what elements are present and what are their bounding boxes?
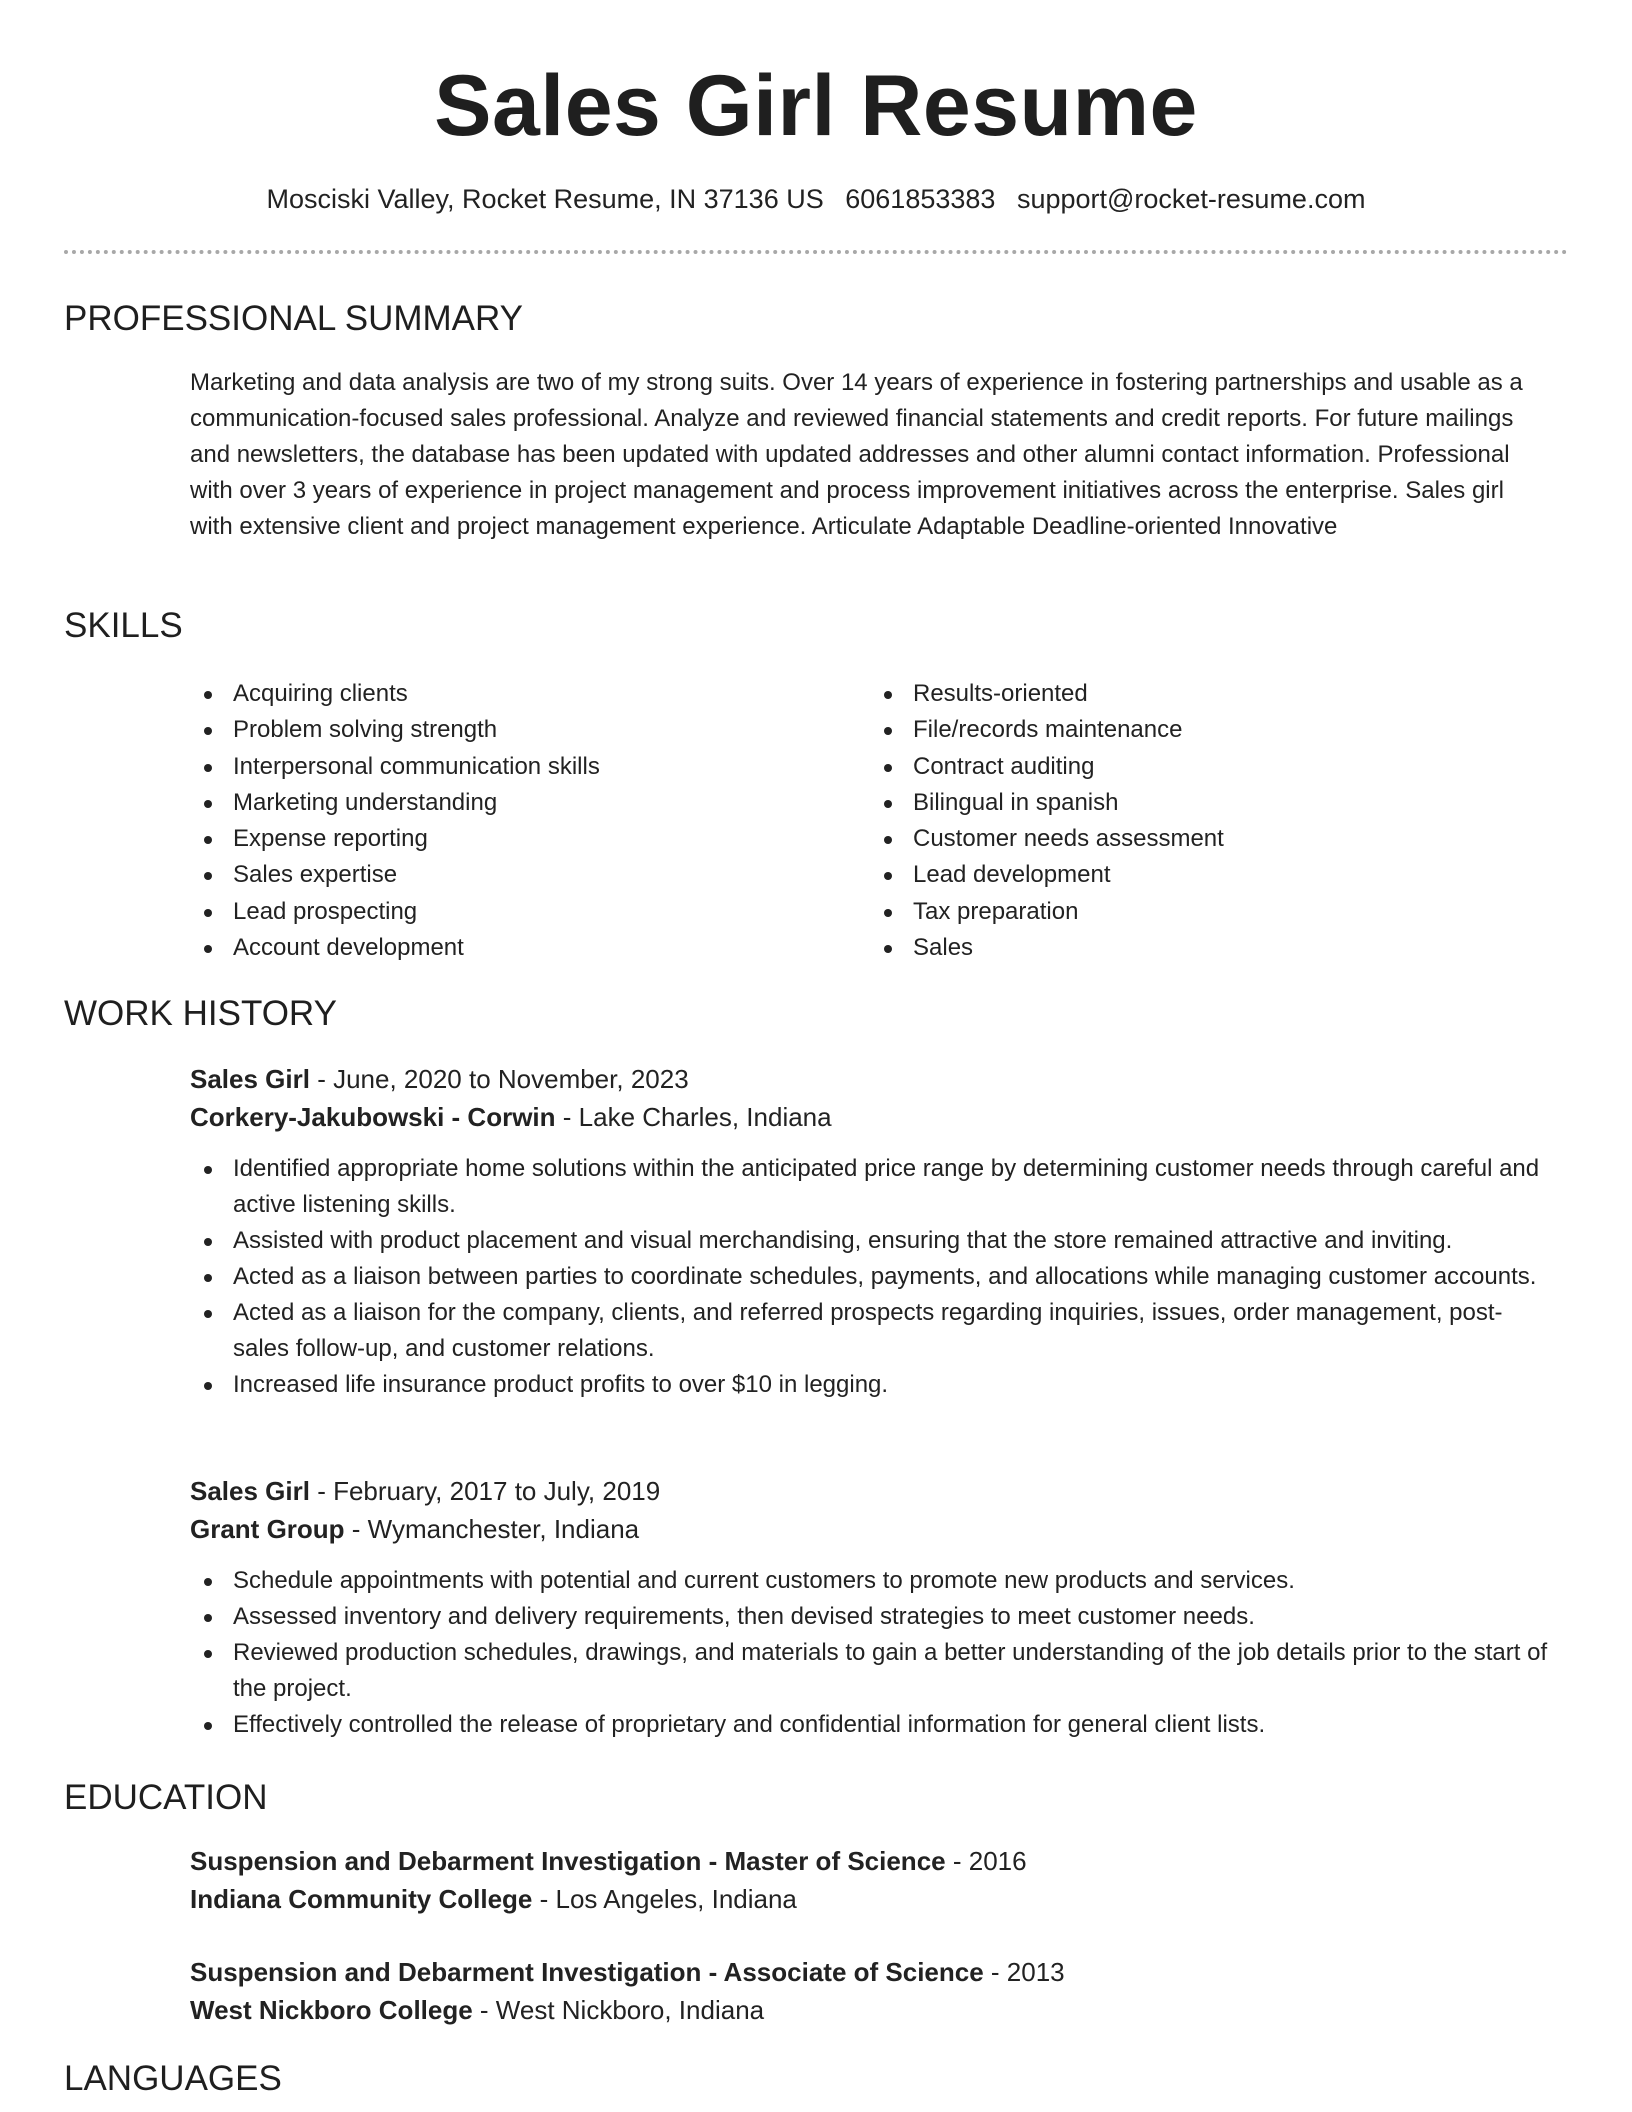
job-bullet: Schedule appointments with potential and current customers to promote new products and services. <box>190 1563 1550 1599</box>
bullet-icon <box>204 1614 212 1622</box>
bullet-icon <box>204 764 212 772</box>
bullet-icon <box>884 691 892 699</box>
skill-item: Customer needs assessment <box>870 821 1224 857</box>
bullet-icon <box>204 1578 212 1586</box>
job-location: - Lake Charles, Indiana <box>555 1102 832 1132</box>
job-company: Grant Group <box>190 1514 345 1544</box>
skill-item: Sales <box>870 930 1224 966</box>
bullet-icon <box>884 909 892 917</box>
skill-item: Contract auditing <box>870 749 1224 785</box>
bullet-icon <box>884 764 892 772</box>
degree: Suspension and Debarment Investigation - Master of Science <box>190 1846 946 1876</box>
job-dates: - February, 2017 to July, 2019 <box>309 1476 661 1506</box>
bullet-icon <box>204 945 212 953</box>
bullet-icon <box>204 909 212 917</box>
school-location: - Los Angeles, Indiana <box>532 1884 797 1914</box>
job-bullet: Effectively controlled the release of proprietary and confidential information for general client lists. <box>190 1707 1550 1743</box>
skill-item: Tax preparation <box>870 894 1224 930</box>
job-title-line <box>190 1472 1550 1510</box>
section-title-work-history: WORK HISTORY <box>64 994 337 1033</box>
bullet-icon <box>204 1310 212 1318</box>
job-company: Corkery-Jakubowski - Corwin <box>190 1102 556 1132</box>
skill-item: Results-oriented <box>870 676 1224 712</box>
summary-text: Marketing and data analysis are two of my strong suits. Over 14 years of experience in fostering partnerships and usable as a communication-focused sales professional. Analyze and reviewed financial statements and credit reports. For future mailings and newsletters, the database has been updated with updated addresses and other alumni contact information. Professional with over 3 years of experience in project management and process improvement initiatives across the enterprise. Sales girl with extensive client and project management experience. Articulate Adaptable Deadline-oriented Innovative <box>190 369 1523 540</box>
job-bullet: Acted as a liaison for the company, clients, and referred prospects regarding inquiries, issues, order management, post-sales follow-up, and customer relations. <box>190 1295 1550 1367</box>
skill-item: Lead prospecting <box>190 894 600 930</box>
bullet-icon <box>204 1650 212 1658</box>
header-divider <box>64 250 1568 254</box>
job-bullet: Acted as a liaison between parties to coordinate schedules, payments, and allocations while managing customer accounts. <box>190 1259 1550 1295</box>
school: West Nickboro College <box>190 1995 473 2025</box>
section-title-education: EDUCATION <box>64 1778 268 1817</box>
school-location: - West Nickboro, Indiana <box>472 1995 765 2025</box>
education-entry <box>190 1953 1550 2029</box>
job-bullets <box>190 1151 1550 1403</box>
school-line <box>190 1991 1550 2029</box>
job-title-line <box>190 1060 1550 1098</box>
email-link[interactable]: support@rocket-resume.com <box>1016 184 1366 214</box>
school-line <box>190 1880 1550 1918</box>
skills-column-left <box>190 676 600 966</box>
bullet-icon <box>884 800 892 808</box>
degree-line <box>190 1842 1550 1880</box>
job-bullet: Assisted with product placement and visual merchandising, ensuring that the store remained attractive and inviting. <box>190 1223 1550 1259</box>
skill-item: Account development <box>190 930 600 966</box>
skill-item: Problem solving strength <box>190 712 600 748</box>
bullet-icon <box>204 836 212 844</box>
bullet-icon <box>204 872 212 880</box>
bullet-icon <box>204 691 212 699</box>
job-entry <box>190 1060 1550 1403</box>
skill-item: Sales expertise <box>190 857 600 893</box>
degree: Suspension and Debarment Investigation - Associate of Science <box>190 1957 984 1987</box>
degree-year: - 2013 <box>983 1957 1065 1987</box>
job-bullet: Reviewed production schedules, drawings, and materials to gain a better understanding of the job details prior to the start of the project. <box>190 1635 1550 1707</box>
job-company-line <box>190 1510 1550 1548</box>
job-role: Sales Girl <box>190 1064 310 1094</box>
bullet-icon <box>204 800 212 808</box>
bullet-icon <box>204 1274 212 1282</box>
skill-item: Expense reporting <box>190 821 600 857</box>
skill-item: File/records maintenance <box>870 712 1224 748</box>
skill-item: Bilingual in spanish <box>870 785 1224 821</box>
bullet-icon <box>204 1166 212 1174</box>
skill-item: Marketing understanding <box>190 785 600 821</box>
skill-item: Interpersonal communication skills <box>190 749 600 785</box>
job-dates: - June, 2020 to November, 2023 <box>309 1064 689 1094</box>
job-company-line <box>190 1098 1550 1136</box>
degree-year: - 2016 <box>945 1846 1027 1876</box>
degree-line <box>190 1953 1550 1991</box>
bullet-icon <box>884 836 892 844</box>
section-title-summary: PROFESSIONAL SUMMARY <box>64 299 523 338</box>
job-bullet: Assessed inventory and delivery requirements, then devised strategies to meet customer needs. <box>190 1599 1550 1635</box>
bullet-icon <box>884 727 892 735</box>
skill-item: Acquiring clients <box>190 676 600 712</box>
bullet-icon <box>204 727 212 735</box>
job-bullet: Identified appropriate home solutions within the anticipated price range by determining customer needs through careful and active listening skills. <box>190 1151 1550 1223</box>
bullet-icon <box>204 1382 212 1390</box>
bullet-icon <box>204 1722 212 1730</box>
section-title-languages: LANGUAGES <box>64 2059 282 2098</box>
skills-column-right <box>870 676 1224 966</box>
job-bullets <box>190 1563 1550 1743</box>
job-bullet: Increased life insurance product profits to over $10 in legging. <box>190 1367 1550 1403</box>
phone: 6061853383 <box>845 184 996 214</box>
address: Mosciski Valley, Rocket Resume, IN 37136 US <box>266 184 824 214</box>
job-location: - Wymanchester, Indiana <box>344 1514 640 1544</box>
resume-title: Sales Girl Resume <box>434 58 1198 154</box>
bullet-icon <box>204 1238 212 1246</box>
job-entry <box>190 1472 1550 1743</box>
section-title-skills: SKILLS <box>64 606 183 645</box>
school: Indiana Community College <box>190 1884 533 1914</box>
bullet-icon <box>884 945 892 953</box>
education-entry <box>190 1842 1550 1918</box>
bullet-icon <box>884 872 892 880</box>
skill-item: Lead development <box>870 857 1224 893</box>
contact-info <box>0 182 1632 216</box>
job-role: Sales Girl <box>190 1476 310 1506</box>
